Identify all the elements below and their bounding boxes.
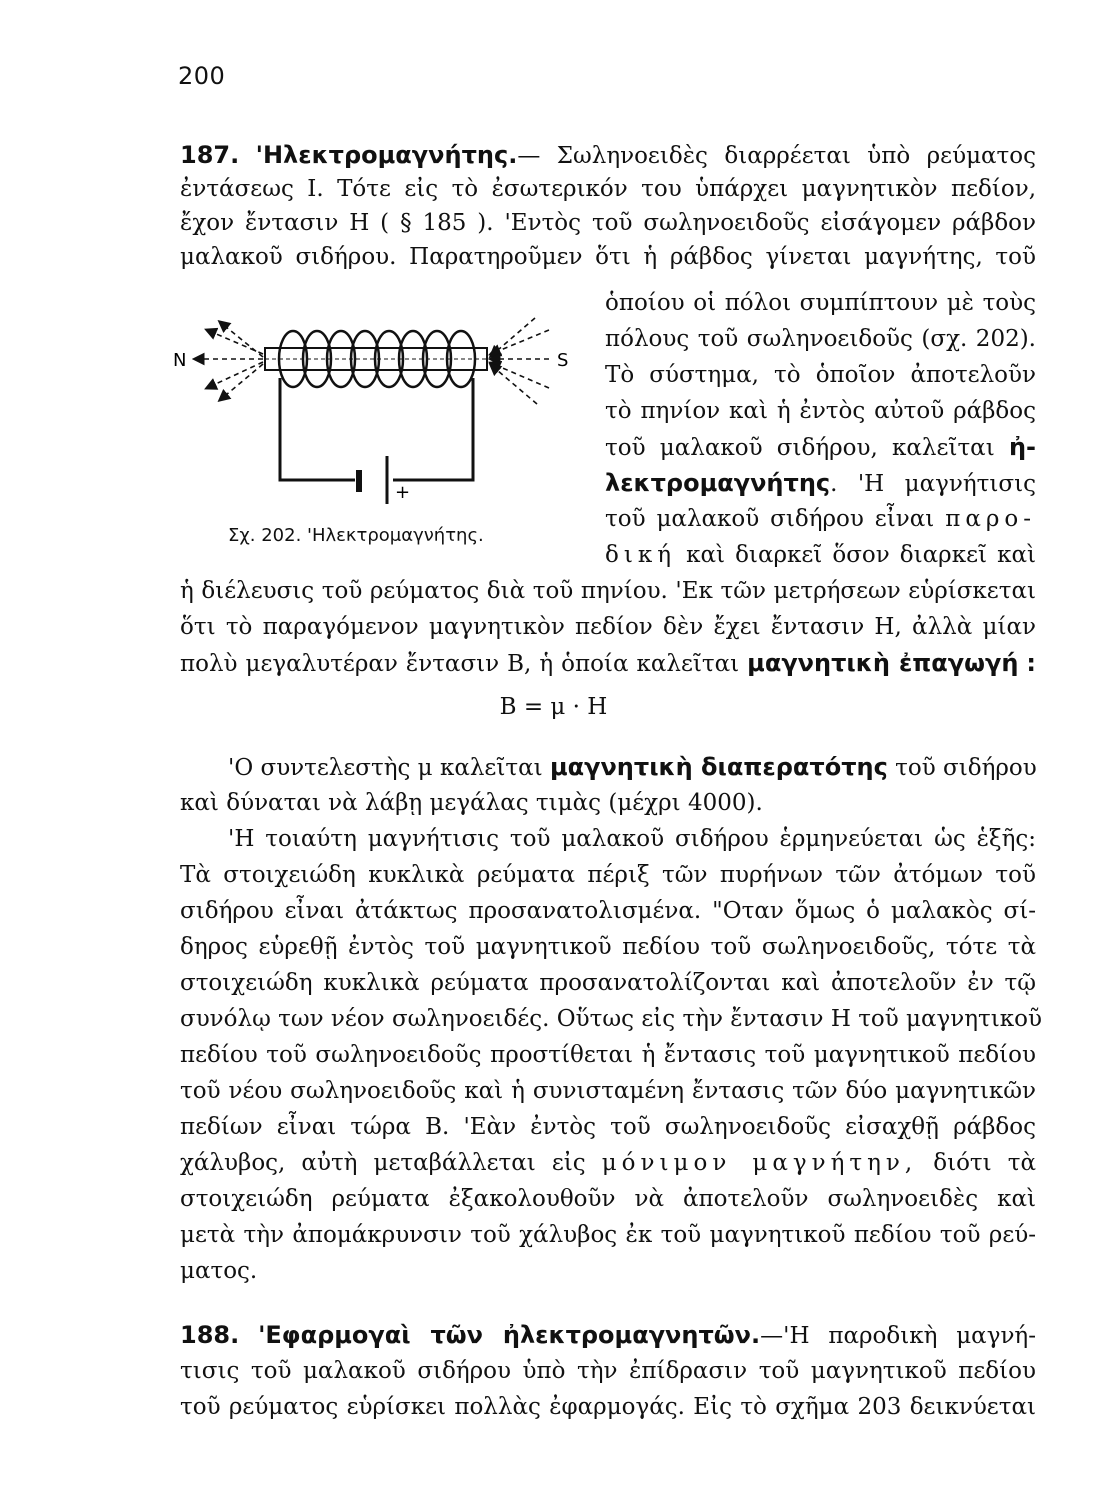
paragraph-3-line-10-text-a: χάλυβος, αὐτὴ μεταβάλλεται εἰς [180,1150,586,1176]
paragraph-3-line-10-text-b: διότι τὰ [933,1150,1036,1176]
paragraph-3-line-5: στοιχειώδη κυκλικὰ ρεύματα προσανατολίζονται καὶ ἀποτελοῦν ἐν τῷ [180,970,1036,996]
section-187-heading-line [180,138,1036,173]
wrap-line-2: πόλους τοῦ σωληνοειδοῦς (σχ. 202). [605,326,1036,352]
section-188-title: 'Εφαρμογαὶ τῶν ἠλεκτρομαγνητῶν. [258,1321,761,1349]
paragraph-3-line-10 [180,1146,1036,1180]
paragraph-2-line-1 [228,750,1036,785]
term-magnetic-permeability: μαγνητικὴ διαπερατότης [549,753,888,781]
wrap-line-6 [605,466,1036,501]
paragraph-3-line-8: τοῦ νέου σωληνοειδοῦς καὶ ἡ συνισταμένη ἔντασις τῶν δύο μαγνητικῶν [180,1078,1036,1104]
paragraph-3-line-1: 'Η τοιαύτη μαγνήτισις τοῦ μαλακοῦ σιδήρου ἑρμηνεύεται ὡς ἑξῆς: [228,826,1036,852]
wrap-line-1: ὁποίου οἱ πόλοι συμπίπτουν μὲ τοὺς [605,290,1036,316]
section-187-line-7 [180,646,1036,681]
term-magnetic-induction: μαγνητικὴ ἐπαγωγή [747,649,1019,677]
section-187-line-4: μαλακοῦ σιδήρου. Παρατηροῦμεν ὅτι ἡ ράβδος γίνεται μαγνήτης, τοῦ [180,244,1036,270]
south-pole-label: S [557,350,569,371]
paragraph-2-text-a: 'Ο συντελεστὴς μ καλεῖται [228,755,543,781]
section-188-line-3: τοῦ ρεύματος εὑρίσκει πολλὰς ἐφαρμογάς. Εἰς τὸ σχῆμα 203 δεικνύεται [180,1394,1036,1420]
paragraph-3-line-7: πεδίου τοῦ σωληνοειδοῦς προστίθεται ἡ ἔντασις τοῦ μαγνητικοῦ πεδίου [180,1042,1036,1068]
field-lines-right [491,318,549,404]
paragraph-3-line-9: πεδίων εἶναι τώρα Β. 'Εὰν ἐντὸς τοῦ σωληνοειδοῦς εἰσαχθῇ ράβδος [180,1114,1036,1140]
paragraph-3-line-2: Τὰ στοιχειώδη κυκλικὰ ρεύματα πέριξ τῶν πυρήνων τῶν ἀτόμων τοῦ [180,862,1036,888]
paragraph-3-line-11: στοιχειώδη ρεύματα ἐξακολουθοῦν νὰ ἀποτελοῦν σωληνοειδὲς καὶ [180,1186,1036,1212]
section-187-line-6: ὅτι τὸ παραγόμενον μαγνητικὸν πεδίον δὲν ἔχει ἔντασιν Η, ἀλλὰ μίαν [180,614,1036,640]
paragraph-3-line-3: σιδήρου εἶναι ἀτάκτως προσανατολισμένα. "Οταν ὅμως ὁ μαλακὸς σί- [180,898,1036,924]
colon: : [1026,649,1037,677]
section-187-line-2: ἐντάσεως Ι. Τότε εἰς τὸ ἐσωτερικόν του ὑπάρχει μαγνητικὸν πεδίον, [180,176,1036,202]
section-187-number: 187. [180,141,240,169]
paragraph-3-line-6: συνόλῳ των νέον σωληνοειδές. Οὕτως εἰς τὴν ἔντασιν Η τοῦ μαγνητικοῦ [180,1006,1042,1032]
paragraph-3-line-12: μετὰ τὴν ἀπομάκρυνσιν τοῦ χάλυβος ἐκ τοῦ μαγνητικοῦ πεδίου τοῦ ρεύ- [180,1222,1036,1248]
section-187-line-7-text: πολὺ μεγαλυτέραν ἔντασιν Β, ἡ ὁποία καλεῖται [180,651,740,677]
electromagnet-figure [165,300,595,520]
wrap-line-3: Τὸ σύστημα, τὸ ὁποῖον ἀποτελοῦν [605,362,1036,388]
wrap-line-7-text: τοῦ μαλακοῦ σιδήρου εἶναι [605,506,935,532]
section-188-line-2: τισις τοῦ μαλακοῦ σιδήρου ὑπὸ τὴν ἐπίδρασιν τοῦ μαγνητικοῦ πεδίου [180,1358,1036,1384]
formula: Β = μ · Η [499,694,608,720]
paragraph-3-line-13: ματος. [180,1258,258,1284]
paragraph-2-line-2: καὶ δύναται νὰ λάβῃ μεγάλας τιμὰς (μέχρι 4000). [180,790,763,816]
wrap-line-5 [605,430,1036,465]
paragraph-2-text-b: τοῦ σιδήρου [895,755,1037,781]
section-187-title: 'Ηλεκτρομαγνήτης. [255,141,518,169]
section-187-line-3: ἔχον ἔντασιν Η ( § 185 ). 'Εντὸς τοῦ σωληνοειδοῦς εἰσάγομεν ράβδον [180,210,1036,236]
section-188-number: 188. [180,1321,240,1349]
wrap-line-8-text: καὶ διαρκεῖ ὅσον διαρκεῖ καὶ [686,542,1036,568]
term-electromagnet-end: λεκτρομαγνήτης [605,469,831,497]
wrap-line-5-text: τοῦ μαλακοῦ σιδήρου, καλεῖται [605,435,995,461]
circuit-wire [280,378,355,480]
field-lines-left [195,322,263,400]
page-number: 200 [178,62,226,90]
wrap-line-6-text: . 'Η μαγνήτισις [830,471,1036,497]
spaced-phrase-permanent-magnet: μόνιμον μαγνήτην, [601,1150,918,1176]
term-electromagnet-start: ἠ- [1008,433,1037,461]
wrap-line-4: τὸ πηνίον καὶ ἡ ἐντὸς αὐτοῦ ράβδος [605,398,1036,424]
section-188-heading-line [180,1318,1036,1353]
north-pole-label: N [173,350,187,371]
battery-plus-label: + [395,482,411,503]
section-187-line-5: ἡ διέλευσις τοῦ ρεύματος διὰ τοῦ πηνίου. 'Εκ τῶν μετρήσεων εὑρίσκεται [180,578,1036,604]
figure-caption: Σχ. 202. 'Ηλεκτρομαγνήτης. [228,525,484,546]
wrap-line-7 [605,502,1036,536]
wrap-line-8 [605,538,1036,572]
spaced-word-temporary-end: δική [605,542,677,568]
spaced-word-temporary-start: παρο- [945,506,1036,532]
circuit-wire-right [393,378,473,480]
paragraph-3-line-4: δηρος εὑρεθῇ ἐντὸς τοῦ μαγνητικοῦ πεδίου τοῦ σωληνοειδοῦς, τότε τὰ [180,934,1036,960]
section-187-line-1: — Σωληνοειδὲς διαρρέεται ὑπὸ ρεύματος [517,143,1036,169]
section-188-line-1: —'Η παροδικὴ μαγνή- [760,1323,1036,1349]
